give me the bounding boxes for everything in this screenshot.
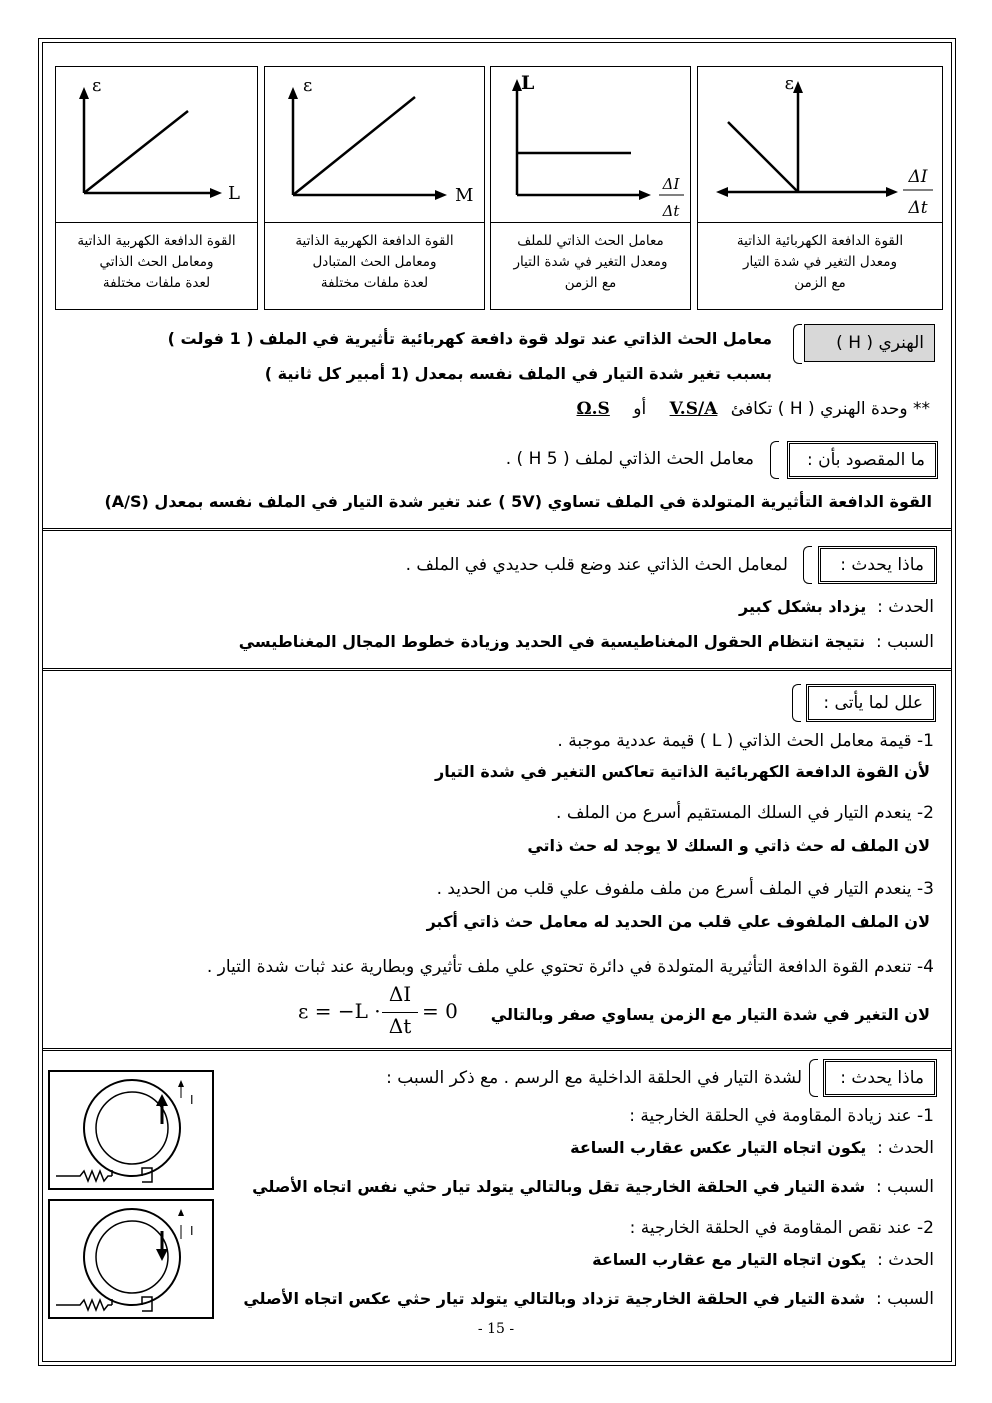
y-label: L <box>521 72 535 94</box>
x-label: L <box>228 183 240 204</box>
iron-core-reason-text: نتيجة انتظام الحقول المغناطيسية في الحديد وزيادة خطوط المجال المغناطيسي <box>238 632 866 651</box>
x-arrow-right <box>886 187 898 197</box>
data-line <box>84 111 188 193</box>
ring-diagram-2 <box>48 1199 214 1319</box>
explain-a2: لان الملف له حث ذاتي و السلك لا يوجد له حث ذاتي <box>527 836 930 855</box>
x-label-den: Δt <box>908 198 928 218</box>
rings-case1-reason: السبب : شدة التيار في الحلقة الخارجية تقل وبالتالي يتولد تيار حثي نفس اتجاه الأصلي <box>252 1177 934 1197</box>
graph-emf-vs-rate <box>697 66 943 310</box>
bracket-decoration <box>792 684 801 722</box>
ring-diagram-1 <box>48 1070 214 1190</box>
x-label: M <box>455 185 474 206</box>
rings-case2-question: 2- عند نقص المقاومة في الحلقة الخارجية : <box>629 1218 934 1238</box>
graph-caption: القوة الدافعة الكهربية الذاتية ومعامل الحث المتبادل لعدة ملفات مختلفة <box>265 222 484 309</box>
henry-unit-prefix: ** وحدة الهنري ( H ) تكافئ <box>730 399 930 419</box>
iron-core-question: لمعامل الحث الذاتي عند وضع قلب حديدي في الملف . <box>405 555 788 575</box>
explain-q1: 1- قيمة معامل الحث الذاتي ( L ) قيمة عددية موجبة . <box>557 731 934 751</box>
formula-denominator: Δt <box>388 1014 412 1038</box>
svg-text:I: I <box>190 1093 194 1107</box>
rings-case2-reason-text: شدة التيار في الحلقة الخارجية تزداد وبالتالي يتولد تيار حثي عكس اتجاه الأصلي <box>243 1289 866 1308</box>
henry-tag: الهنري ( H ) <box>804 324 935 362</box>
rings-case1-event-text: يكون اتجاه التيار عكس عقارب الساعة <box>570 1138 867 1157</box>
graph-caption: القوة الدافعة الكهربائية الذاتية ومعدل التغير في شدة التيار مع الزمن <box>698 222 942 309</box>
henry-definition-2: بسبب تغير شدة التيار في الملف نفسه بمعدل (1 أمبير كل ثانية ) <box>264 364 772 383</box>
rings-case2-reason: السبب : شدة التيار في الحلقة الخارجية تزداد وبالتالي يتولد تيار حثي عكس اتجاه الأصلي <box>243 1289 934 1309</box>
meaning-tag: ما المقصود بأن : <box>789 443 936 477</box>
page-number: - 15 - <box>477 1321 515 1337</box>
iron-core-event-text: يزداد بشكل كبير <box>739 597 867 616</box>
y-label: ε <box>784 73 794 94</box>
explain-tag: علل لما يأتى : <box>808 686 934 720</box>
explain-q2: 2- ينعدم التيار في السلك المستقيم أسرع من الملف . <box>556 803 934 823</box>
unit-vsa: V.S/A <box>669 399 718 419</box>
unit-or: أو <box>633 399 647 419</box>
rings-case1-reason-text: شدة التيار في الحلقة الخارجية تقل وبالتالي يتولد تيار حثي نفس اتجاه الأصلي <box>252 1177 866 1196</box>
section-divider <box>42 1048 952 1051</box>
formula-lhs: ε = −L · <box>298 999 381 1023</box>
explain-a3: لان الملف الملفوف علي قلب من الحديد له معامل حث ذاتي أكبر <box>426 912 930 931</box>
x-arrow-left <box>716 187 728 197</box>
graph-caption: معامل الحث الذاتي للملف ومعدل التغير في شدة التيار مع الزمن <box>491 222 690 309</box>
graph-emf-vs-mutual-plot <box>265 67 484 222</box>
rings-case2-event: الحدث : يكون اتجاه التيار مع عقارب الساعة <box>592 1250 934 1270</box>
formula-rhs: = 0 <box>422 999 458 1023</box>
bracket-decoration <box>793 324 802 364</box>
bracket-decoration <box>770 441 779 479</box>
rings-case1-question: 1- عند زيادة المقاومة في الحلقة الخارجية : <box>629 1106 934 1126</box>
explain-q3: 3- ينعدم التيار في الملف أسرع من ملف ملفوف علي قلب من الحديد . <box>436 879 934 899</box>
rings-case1-event: الحدث : يكون اتجاه التيار عكس عقارب الساعة <box>570 1138 934 1158</box>
graph-emf-vs-inductance-plot <box>56 67 257 222</box>
section-divider <box>42 528 952 531</box>
rings-tag: ماذا يحدث : <box>825 1061 935 1095</box>
y-label: ε <box>92 75 102 96</box>
data-line <box>728 122 798 192</box>
explain-q4: 4- تنعدم القوة الدافعة التأثيرية المتولدة في دائرة تحتوي علي ملف تأثيري وبطارية عند ثبات شدة التيار . <box>206 957 934 977</box>
graph-emf-vs-mutual <box>264 66 485 310</box>
graph-caption: القوة الدافعة الكهربية الذاتية ومعامل الحث الذاتي لعدة ملفات مختلفة <box>56 222 257 309</box>
iron-core-reason: السبب : نتيجة انتظام الحقول المغناطيسية في الحديد وزيادة خطوط المجال المغناطيسي <box>238 632 934 652</box>
graph-emf-vs-inductance <box>55 66 258 310</box>
graph-inductance-vs-rate <box>490 66 691 310</box>
data-line <box>293 97 415 195</box>
bracket-decoration <box>803 546 812 584</box>
henry-unit-line <box>577 399 931 419</box>
graph-inductance-vs-rate-plot <box>491 67 690 222</box>
meaning-question: معامل الحث الذاتي لملف ( 5 H ) . <box>505 449 754 469</box>
formula <box>298 984 468 1040</box>
meaning-answer: القوة الدافعة التأثيرية المتولدة في الملف تساوي (5V ) عند تغير شدة التيار في الملف نفسه بمعدل (A/S) <box>104 492 932 511</box>
rings-case2-event-text: يكون اتجاه التيار مع عقارب الساعة <box>592 1250 867 1269</box>
explain-a4: لان التغير في شدة التيار مع الزمن يساوي صفر وبالتالي <box>490 1005 930 1024</box>
bracket-decoration <box>809 1059 818 1097</box>
y-arrow <box>793 81 803 93</box>
svg-text:ΔI: ΔI <box>662 175 680 193</box>
graph-emf-vs-rate-plot <box>698 67 942 222</box>
iron-core-event: الحدث : يزداد بشكل كبير <box>739 597 934 617</box>
henry-definition-1: معامل الحث الذاتي عند تولد قوة دافعة كهربائية تأثيرية في الملف ( 1 فولت ) <box>167 329 772 348</box>
x-label-num: ΔI <box>908 167 928 187</box>
explain-a1: لأن القوة الدافعة الكهربائية الذاتية تعاكس التغير في شدة التيار <box>434 762 930 781</box>
rings-question: لشدة التيار في الحلقة الداخلية مع الرسم . مع ذكر السبب : <box>386 1068 802 1088</box>
formula-numerator: ΔI <box>388 982 412 1006</box>
svg-text:I: I <box>190 1224 194 1238</box>
svg-text:Δt: Δt <box>662 202 680 220</box>
section-divider <box>42 668 952 671</box>
y-label: ε <box>303 75 313 96</box>
iron-core-tag: ماذا يحدث : <box>820 548 935 582</box>
unit-ohm-s: Ω.S <box>576 399 610 419</box>
